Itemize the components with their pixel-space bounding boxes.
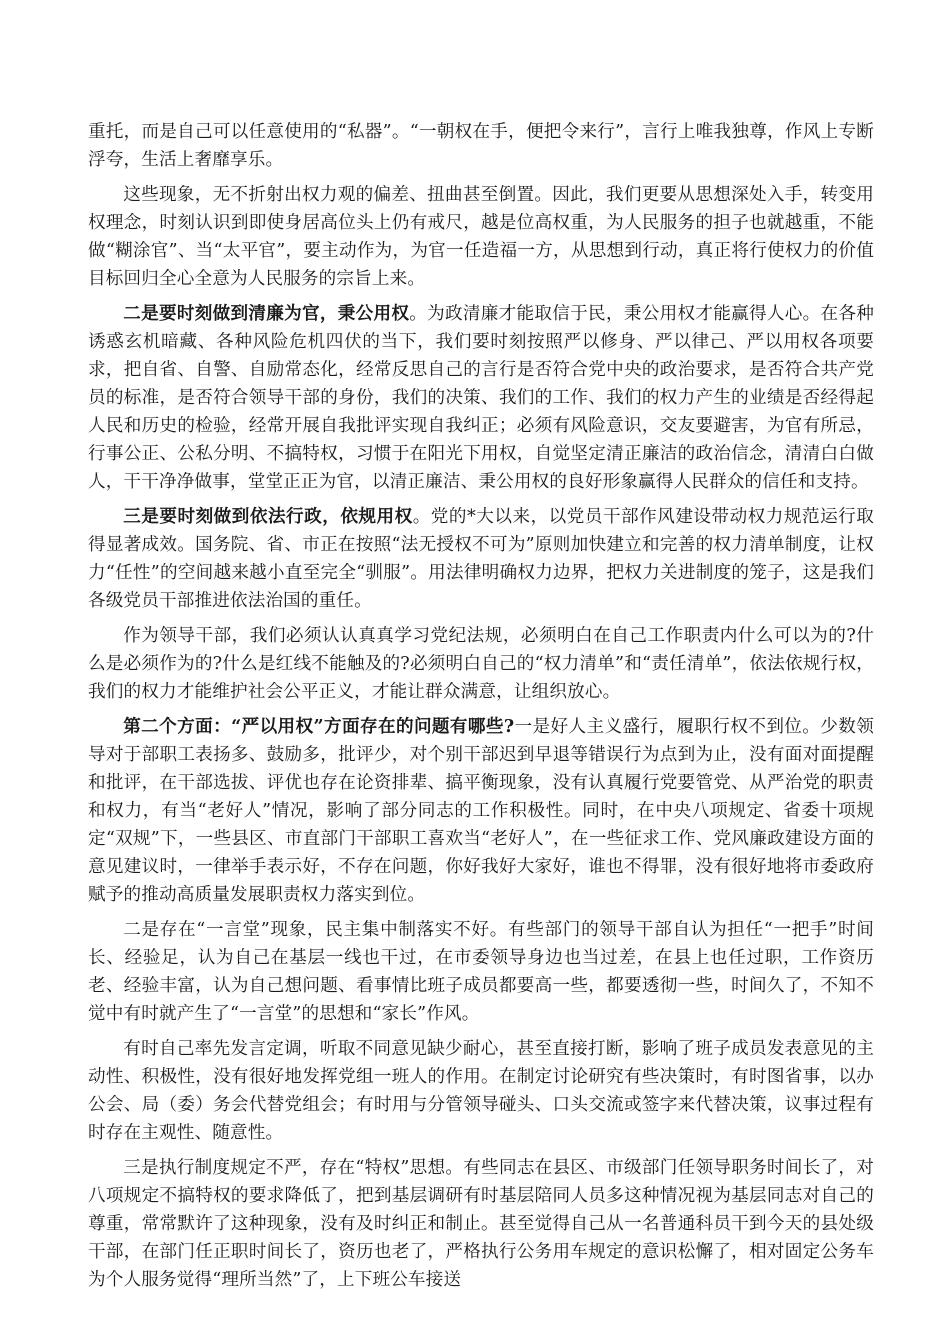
paragraph-6: [88, 713, 874, 909]
paragraph-1: [88, 118, 874, 174]
paragraph-text: 有时自己率先发言定调，听取不同意见缺少耐心，甚至直接打断，影响了班子成员发表意见的主动性、积极性，没有很好地发挥党组一班人的作用。在制定讨论研究有些决策时，有时图省事，以办公会、局（委）务会代替党组会；有时用与分管领导碰头、口头交流或签字来代替决策，议事过程有时存在主观性、随意性。: [88, 1039, 874, 1143]
paragraph-heading: 三是要时刻做到依法行政，依规用权: [123, 506, 413, 527]
paragraph-7: [88, 916, 874, 1028]
paragraph-text: 一是好人主义盛行，履职行权不到位。少数领导对于部职工表扬多、鼓励多，批评少，对个别干部迟到早退等错误行为点到为止，没有面对面提醒和批评，在干部选拔、评优也存在论资排辈、搞平衡现象，没有认真履行党要管党、从严治党的职责和权力，有当“老好人”情况，影响了部分同志的工作积极性。同时，在中央八项规定、省委十项规定“双规”下，一些县区、市直部门干部职工喜欢当“老好人”，在一些征求工作、党风廉政建设方面的意见建议时，一律举手表示好，不存在问题，你好我好大家好，谁也不得罪，没有很好地将市委政府赋予的推动高质量发展职责权力落实到位。: [88, 717, 874, 905]
paragraph-text: 。为政清廉才能取信于民，秉公用权才能赢得人心。在各种诱惑玄机暗藏、各种风险危机四伏的当下，我们要时刻按照严以修身、严以律己、严以用权各项要求，把自省、自警、自励常态化，经常反思自己的言行是否符合党中央的政治要求，是否符合共产党员的标准，是否符合领导干部的身份，我们的决策、我们的工作、我们的权力产生的业绩是否经得起人民和历史的检验，经常开展自我批评实现自我纠正；必须有风险意识，交友要避害，为官有所忌，行事公正、公私分明、不搞特权，习惯于在阳光下用权，自觉坚定清正廉洁的政治信念，清清白白做人，干干净净做事，堂堂正正为官，以清正廉洁、秉公用权的良好形象赢得人民群众的信任和支持。: [88, 304, 874, 492]
paragraph-3: [88, 300, 874, 496]
paragraph-heading: 第二个方面：“严以用权”方面存在的问题有哪些?: [123, 716, 515, 737]
paragraph-text: 二是存在“一言堂”现象，民主集中制落实不好。有些部门的领导干部自认为担任“一把手”时间长、经验足，认为自己在基层一线也干过，在市委领导身边也当过差，在县上也任过职，工作资历老、经验丰富，认为自己想问题、看事情比班子成员都要高一些，都要透彻一些，时间久了，不知不觉中有时就产生了“一言堂”的思想和“家长”作风。: [88, 920, 874, 1024]
paragraph-heading: 二是要时刻做到清廉为官，秉公用权: [123, 303, 410, 324]
paragraph-text: 。党的*大以来，以党员干部作风建设带动权力规范运行取得显著成效。国务院、省、市正在按照“法无授权不可为”原则加快建立和完善的权力清单制度，让权力“任性”的空间越来越小直至完全“驯服”。用法律明确权力边界，把权力关进制度的笼子，这是我们各级党员干部推进依法治国的重任。: [88, 507, 875, 611]
paragraph-text: 这些现象，无不折射出权力观的偏差、扭曲甚至倒置。因此，我们更要从思想深处入手，转变用权理念，时刻认识到即使身居高位头上仍有戒尺，越是位高权重，为人民服务的担子也就越重，不能做“糊涂官”、当“太平官”，要主动作为，为官一任造福一方，从思想到行动，真正将行使权力的价值目标回归全心全意为人民服务的宗旨上来。: [88, 185, 874, 289]
paragraph-text: 作为领导干部，我们必须认认真真学习党纪法规，必须明白在自己工作职责内什么可以为的?什么是必须作为的?什么是红线不能触及的?必须明白自己的“权力清单”和“责任清单”，依法依规行权，我们的权力才能维护社会公平正义，才能让群众满意，让组织放心。: [88, 626, 874, 702]
paragraph-text: 三是执行制度规定不严，存在“特权”思想。有些同志在县区、市级部门任领导职务时间长了，对八项规定不搞特权的要求降低了，把到基层调研有时基层陪同人员多这种情况视为基层同志对自己的尊重，常常默许了这种现象，没有及时纠正和制止。甚至觉得自己从一名普通科员干到今天的县处级干部，在部门任正职时间长了，资历也老了，严格执行公务用车规定的意识松懈了，相对固定公务车为个人服务觉得“理所当然”了，上下班公车接送: [88, 1158, 874, 1290]
paragraph-9: [88, 1154, 874, 1294]
paragraph-text: 重托，而是自己可以任意使用的“私器”。“一朝权在手，便把令来行”，言行上唯我独尊，作风上专断浮夸，生活上奢靡享乐。: [88, 122, 874, 170]
paragraph-4: [88, 503, 874, 615]
paragraph-8: [88, 1035, 874, 1147]
paragraph-5: [88, 622, 874, 706]
paragraph-2: [88, 181, 874, 293]
